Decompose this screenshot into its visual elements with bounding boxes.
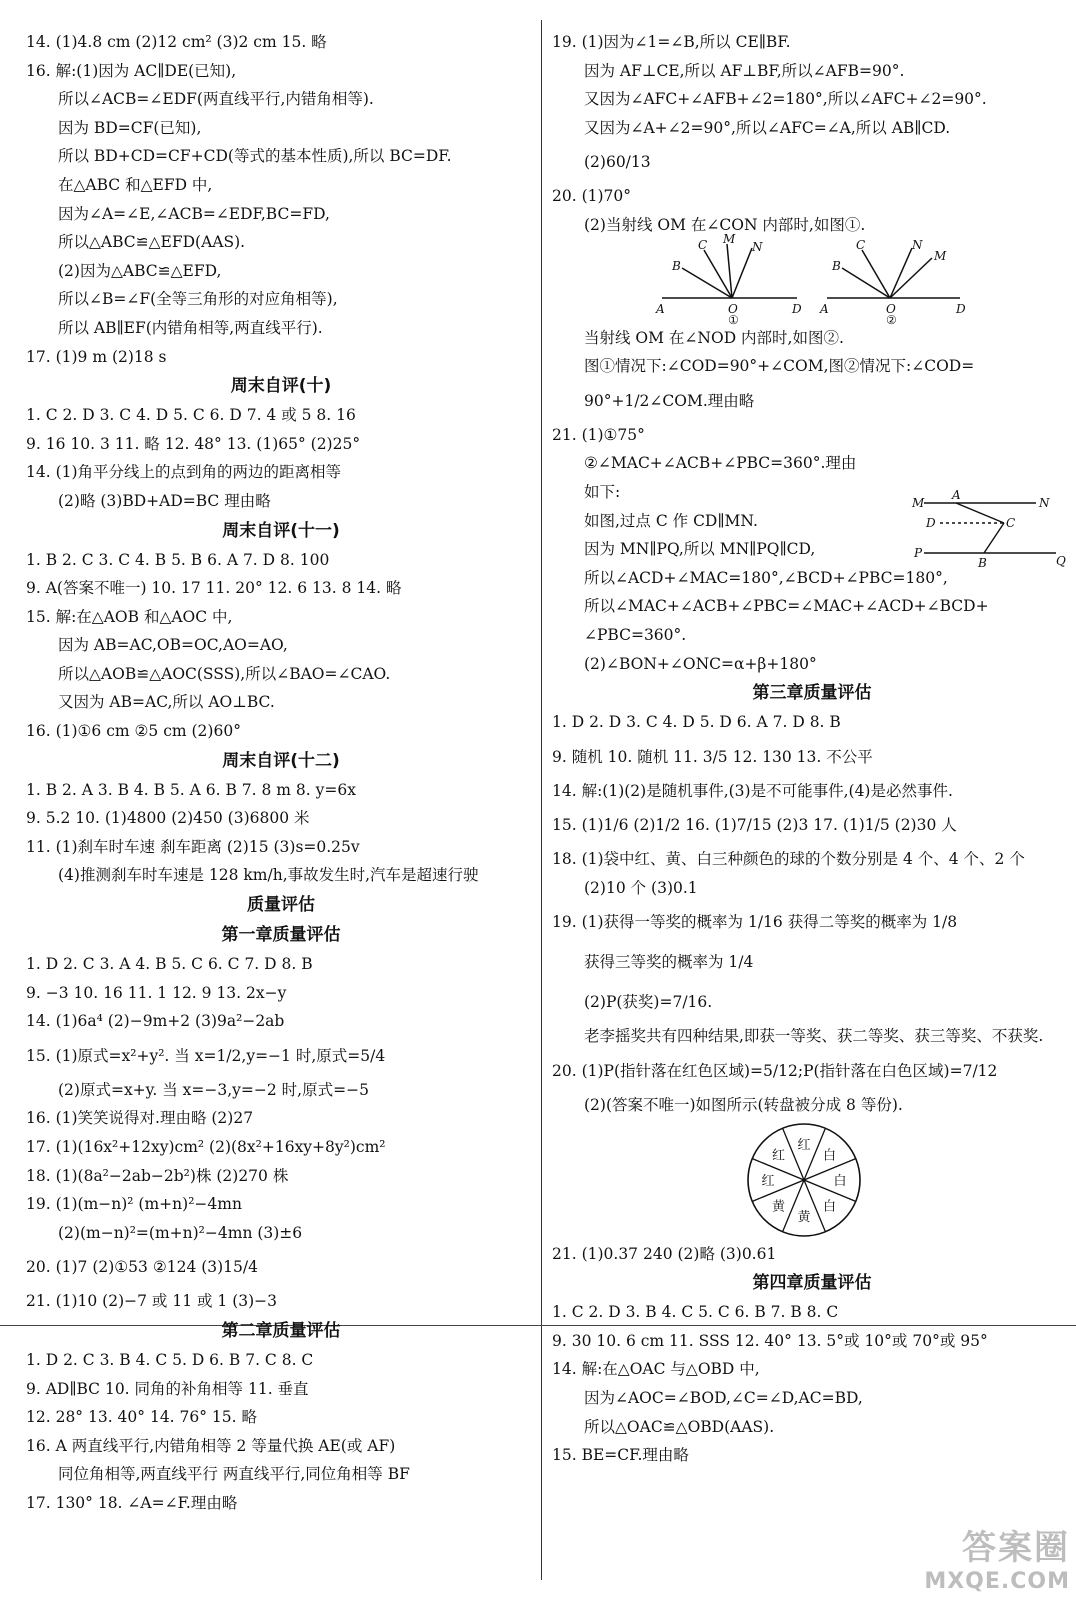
fig20-l-C: C (698, 237, 708, 252)
watermark-logo: 答案圈 (962, 1528, 1070, 1568)
wheel-sector-label: 白 (822, 1199, 837, 1215)
answer-line: 1. C 2. D 3. B 4. C 5. C 6. B 7. B 8. C (552, 1303, 839, 1322)
answer-line: 因为∠AOC=∠BOD,∠C=∠D,AC=BD, (584, 1389, 863, 1408)
section-heading: 质量评估 (247, 895, 315, 916)
column-divider (541, 20, 542, 1580)
answer-line: 15. 解:在△AOB 和△AOC 中, (26, 607, 233, 626)
answer-line: 所以∠MAC+∠ACB+∠PBC=∠MAC+∠ACD+∠BCD+ (584, 597, 989, 616)
wheel-sector-label: 黄 (771, 1199, 786, 1215)
spinner-wheel-svg (552, 1120, 1052, 1240)
answer-line: 11. (1)刹车时车速 刹车距离 (2)15 (3)s=0.25v (26, 837, 360, 856)
section-heading: 周末自评(十一) (222, 520, 340, 541)
answer-line: 21. (1)①75° (552, 425, 645, 444)
figure-21 (906, 485, 1066, 573)
fig21-A: A (952, 488, 961, 502)
answer-line: (2)∠BON+∠ONC=α+β+180° (584, 654, 817, 673)
section-heading: 第三章质量评估 (752, 683, 872, 704)
answer-line: 所以△ABC≌△EFD(AAS). (58, 233, 246, 252)
answer-line: (2)当射线 OM 在∠CON 内部时,如图①. (584, 215, 866, 234)
answer-line: 又因为 AB=AC,所以 AO⊥BC. (58, 693, 275, 712)
fig20-r-D: D (956, 301, 966, 316)
fig20-l-B: B (672, 258, 681, 273)
answer-line: 9. A(答案不唯一) 10. 17 11. 20° 12. 6 13. 8 14. 略 (26, 579, 402, 598)
wheel-sector-label: 黄 (797, 1209, 811, 1225)
answer-line: 1. C 2. D 3. C 4. D 5. C 6. D 7. 4 或 5 8. 16 (26, 406, 356, 425)
answer-line: 14. (1)4.8 cm (2)12 cm² (3)2 cm 15. 略 (26, 33, 327, 51)
answer-line: (2)10 个 (3)0.1 (584, 878, 698, 897)
answer-line: 如图,过点 C 作 CD∥MN. (584, 511, 758, 530)
wheel-sector-label: 红 (771, 1148, 786, 1164)
fig20-l-A: A (656, 301, 665, 316)
fig21-D: D (926, 516, 936, 530)
answer-line: 9. −3 10. 16 11. 1 12. 9 13. 2x−y (26, 983, 287, 1002)
answer-line: 1. D 2. C 3. B 4. C 5. D 6. B 7. C 8. C (26, 1350, 314, 1369)
wheel-sector-label: 白 (822, 1148, 837, 1164)
answer-line: 同位角相等,两直线平行 两直线平行,同位角相等 BF (58, 1465, 410, 1484)
answer-line: 18. (1)袋中红、黄、白三种颜色的球的个数分别是 4 个、4 个、2 个 (552, 850, 1025, 869)
answer-line: (2)(m−n)²=(m+n)²−4mn (3)±6 (58, 1223, 303, 1242)
answer-line: 16. (1)①6 cm ②5 cm (2)60° (26, 722, 241, 741)
watermark-url: MXQE.COM (924, 1569, 1070, 1594)
fig21-M: M (912, 496, 925, 510)
answer-line: 17. 130° 18. ∠A=∠F.理由略 (26, 1493, 238, 1512)
answer-line: (2)(答案不唯一)如图所示(转盘被分成 8 等份). (584, 1096, 903, 1115)
answer-line: 所以△AOB≌△AOC(SSS),所以∠BAO=∠CAO. (58, 664, 391, 683)
answer-line: 当射线 OM 在∠NOD 内部时,如图②. (584, 328, 844, 347)
fig21-Q: Q (1056, 554, 1066, 568)
answer-line: 因为 BD=CF(已知), (58, 118, 202, 137)
wheel-sector-label: 白 (833, 1173, 847, 1189)
answer-line: (2)原式=x+y. 当 x=−3,y=−2 时,原式=−5 (58, 1080, 369, 1099)
answer-line: 9. 5.2 10. (1)4800 (2)450 (3)6800 米 (26, 809, 310, 828)
fig20-l-N: N (752, 239, 763, 254)
spinner-wheel (552, 1120, 1072, 1240)
fig20-l-D: D (792, 301, 802, 316)
answer-line: 1. D 2. D 3. C 4. D 5. D 6. A 7. D 8. B (552, 713, 841, 732)
answer-line: 在△ABC 和△EFD 中, (58, 175, 213, 194)
answer-line: 17. (1)9 m (2)18 s (26, 347, 167, 366)
answer-line: 14. 解:在△OAC 与△OBD 中, (552, 1360, 760, 1379)
answer-line: 获得三等奖的概率为 1/4 (584, 953, 754, 972)
answer-line: (2)P(获奖)=7/16. (584, 993, 713, 1012)
answer-line: 因为 AB=AC,OB=OC,AO=AO, (58, 636, 288, 655)
answer-line: 15. (1)1/6 (2)1/2 16. (1)7/15 (2)3 17. (1)1/5 (2)30 人 (552, 816, 957, 835)
answer-line: 14. 解:(1)(2)是随机事件,(3)是不可能事件,(4)是必然事件. (552, 781, 953, 800)
fig20-r-M: M (934, 248, 947, 263)
answer-line: ∠PBC=360°. (584, 625, 687, 644)
watermark (924, 1520, 1070, 1594)
answer-line: 18. (1)(8a²−2ab−2b²)株 (2)270 株 (26, 1166, 289, 1185)
answer-line: 17. (1)(16x²+12xy)cm² (2)(8x²+16xy+8y²)cm² (26, 1138, 386, 1156)
figure-20 (552, 231, 1072, 327)
answer-line: 19. (1)获得一等奖的概率为 1/16 获得二等奖的概率为 1/8 (552, 913, 958, 932)
fig20-l-M: M (723, 231, 736, 246)
fig20-r-C: C (856, 237, 866, 252)
section-heading: 周末自评(十) (230, 376, 332, 397)
answer-line: 图①情况下:∠COD=90°+∠COM,图②情况下:∠COD= (584, 357, 975, 376)
right-column (552, 28, 1072, 1470)
answer-line: 14. (1)角平分线上的点到角的两边的距离相等 (26, 463, 342, 482)
fig20-r-O: O (886, 301, 896, 316)
fig20-l-num: ① (728, 312, 739, 327)
section-heading: 第二章质量评估 (221, 1320, 341, 1341)
answer-line: 9. 30 10. 6 cm 11. SSS 12. 40° 13. 5°或 10°或 70°或 95° (552, 1331, 988, 1350)
answer-line: 因为 AF⊥CE,所以 AF⊥BF,所以∠AFB=90°. (584, 61, 905, 80)
fig20-r-num: ② (886, 312, 897, 327)
figure-20-svg (552, 231, 1032, 327)
answer-line: 因为 MN∥PQ,所以 MN∥PQ∥CD, (584, 540, 816, 559)
answer-line: 16. 解:(1)因为 AC∥DE(已知), (26, 61, 237, 80)
answer-line: 15. (1)原式=x²+y². 当 x=1/2,y=−1 时,原式=5/4 (26, 1046, 386, 1065)
answer-line: 90°+1/2∠COM.理由略 (584, 391, 755, 410)
wheel-sector-label: 红 (797, 1137, 811, 1153)
answer-line: 21. (1)0.37 240 (2)略 (3)0.61 (552, 1244, 777, 1263)
fig21-P: P (914, 546, 923, 560)
answer-line: 20. (1)70° (552, 187, 632, 206)
answer-line: 19. (1)因为∠1=∠B,所以 CE∥BF. (552, 33, 791, 51)
wheel-sector-label: 红 (761, 1173, 775, 1189)
answer-line: 19. (1)(m−n)² (m+n)²−4mn (26, 1195, 242, 1214)
answer-line: 9. AD∥BC 10. 同角的补角相等 11. 垂直 (26, 1379, 309, 1398)
answer-line: 又因为∠A+∠2=90°,所以∠AFC=∠A,所以 AB∥CD. (584, 118, 951, 137)
answer-line: 15. BE=CF.理由略 (552, 1446, 689, 1465)
section-heading: 周末自评(十二) (222, 750, 340, 771)
answer-line: 21. (1)10 (2)−7 或 11 或 1 (3)−3 (26, 1292, 278, 1311)
section-heading: 第四章质量评估 (752, 1273, 872, 1294)
fig21-B: B (978, 556, 987, 570)
answer-line: 20. (1)7 (2)①53 ②124 (3)15/4 (26, 1258, 258, 1277)
answer-line: 又因为∠AFC+∠AFB+∠2=180°,所以∠AFC+∠2=90°. (584, 90, 987, 109)
answer-line: (2)因为△ABC≌△EFD, (58, 261, 222, 280)
left-column (26, 28, 536, 1518)
answer-line: 20. (1)P(指针落在红色区域)=5/12;P(指针落在白色区域)=7/12 (552, 1062, 998, 1081)
answer-line: 16. (1)笑笑说得对.理由略 (2)27 (26, 1109, 254, 1128)
answer-line: 14. (1)6a⁴ (2)−9m+2 (3)9a²−2ab (26, 1012, 285, 1031)
answer-line: 9. 16 10. 3 11. 略 12. 48° 13. (1)65° (2)25° (26, 434, 361, 453)
answer-line: 16. A 两直线平行,内错角相等 2 等量代换 AE(或 AF) (26, 1436, 396, 1455)
answer-line: 9. 随机 10. 随机 11. 3/5 12. 130 13. 不公平 (552, 747, 873, 766)
answer-line: ②∠MAC+∠ACB+∠PBC=360°.理由 (584, 454, 857, 473)
fig20-r-B: B (832, 258, 841, 273)
answer-line: 1. B 2. A 3. B 4. B 5. A 6. B 7. 8 m 8. y=6x (26, 780, 356, 799)
fig20-l-O: O (728, 301, 738, 316)
answer-line: 所以 AB∥EF(内错角相等,两直线平行). (58, 318, 323, 337)
answer-line: (4)推测刹车时车速是 128 km/h,事故发生时,汽车是超速行驶 (58, 866, 479, 885)
answer-line: 所以∠B=∠F(全等三角形的对应角相等), (58, 290, 338, 309)
answer-line: 如下: (584, 482, 621, 501)
figure-21-svg (906, 485, 1066, 573)
answer-line: 所以∠ACB=∠EDF(两直线平行,内错角相等). (58, 90, 374, 109)
answer-line: 因为∠A=∠E,∠ACB=∠EDF,BC=FD, (58, 204, 330, 223)
answer-line: 所以 BD+CD=CF+CD(等式的基本性质),所以 BC=DF. (58, 147, 452, 166)
answer-line: 所以∠ACD+∠MAC=180°,∠BCD+∠PBC=180°, (584, 568, 948, 587)
answer-line: (2)略 (3)BD+AD=BC 理由略 (58, 491, 271, 510)
section-heading: 第一章质量评估 (221, 925, 341, 946)
fig20-r-A: A (820, 301, 829, 316)
fig20-r-N: N (912, 237, 923, 252)
answer-line: 12. 28° 13. 40° 14. 76° 15. 略 (26, 1408, 258, 1427)
fig21-C: C (1006, 516, 1016, 530)
answer-line: 老李摇奖共有四种结果,即获一等奖、获二等奖、获三等奖、不获奖. (584, 1027, 1044, 1046)
answer-line: 1. B 2. C 3. C 4. B 5. B 6. A 7. D 8. 100 (26, 550, 330, 569)
fig21-N: N (1039, 496, 1050, 510)
answer-line: (2)60/13 (584, 153, 651, 172)
answer-line: 1. D 2. C 3. A 4. B 5. C 6. C 7. D 8. B (26, 955, 313, 974)
answer-line: 所以△OAC≌△OBD(AAS). (584, 1417, 775, 1436)
